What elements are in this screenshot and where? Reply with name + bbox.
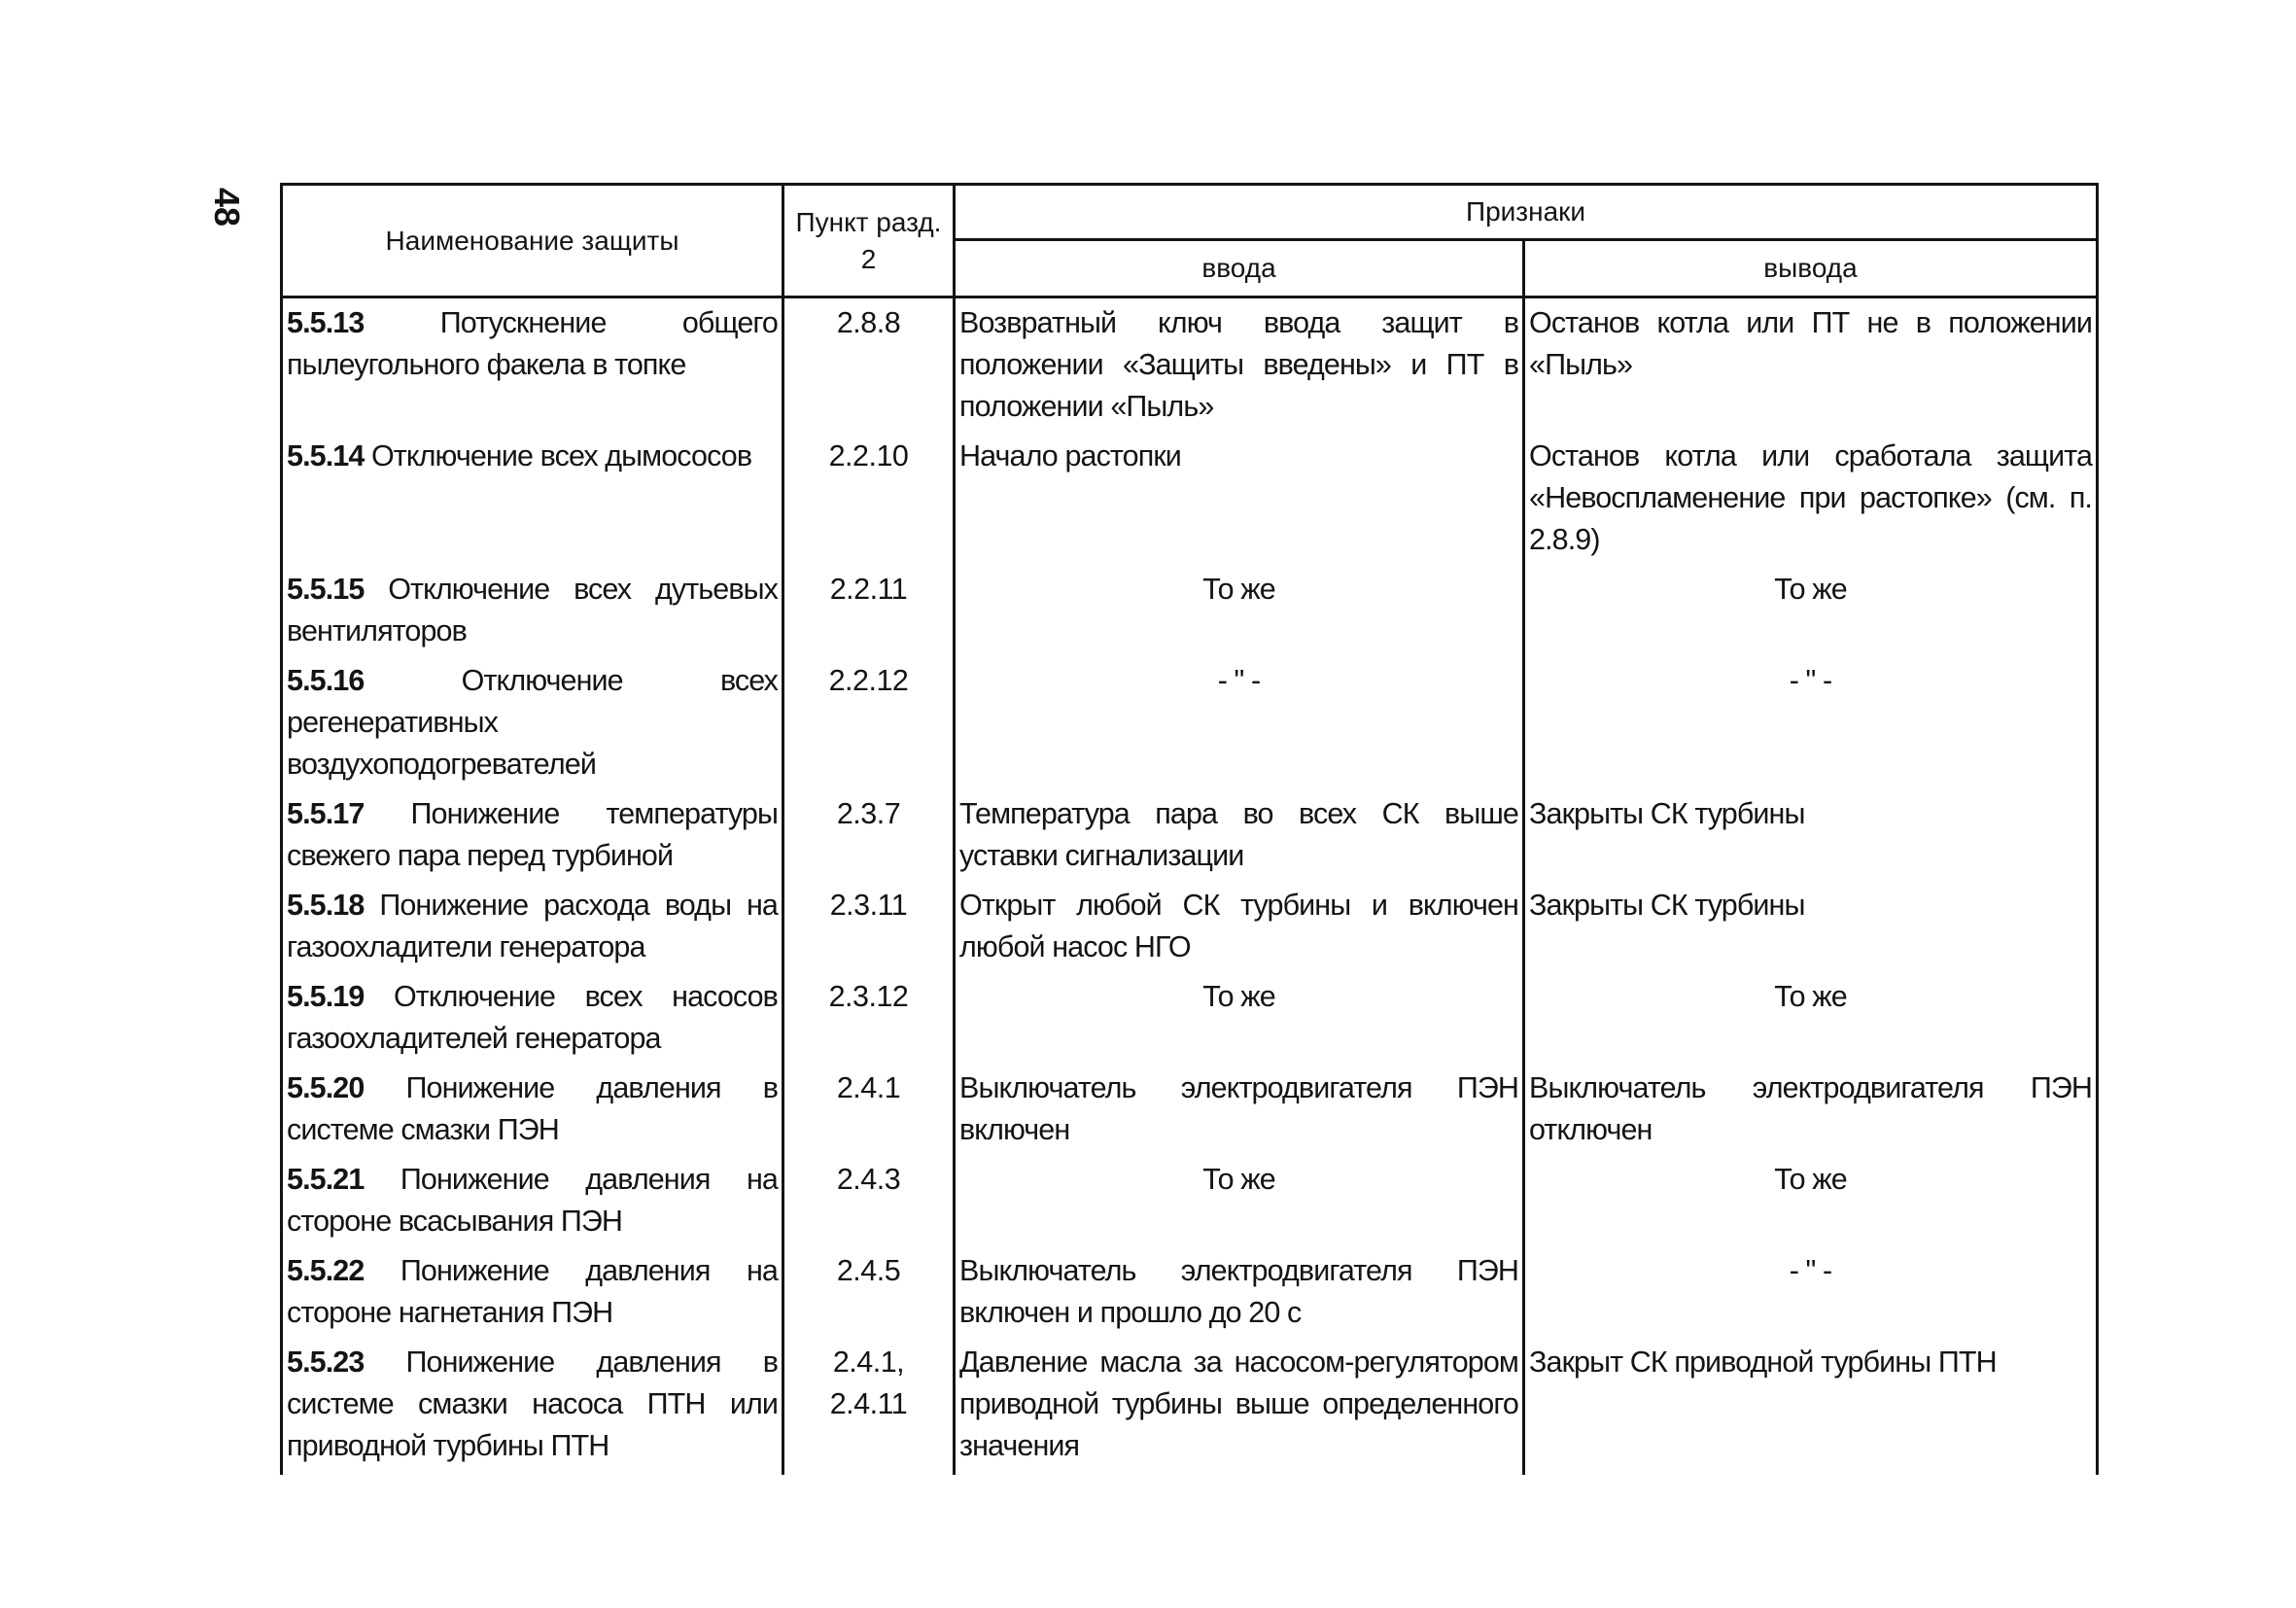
table-row: [282, 789, 2098, 881]
table-row: [282, 297, 2098, 433]
protection-code: 5.5.14: [287, 439, 365, 472]
sign-input-cell: Температура пара во всех СК выше уставки сигнализации: [955, 789, 1524, 881]
protection-name-cell: [282, 972, 783, 1064]
protection-name: Понижение давления на стороне нагнетания ПЭН: [287, 1254, 778, 1329]
sign-input-cell: То же: [955, 565, 1524, 656]
sign-input-cell: Начало растопки: [955, 432, 1524, 565]
sign-output-cell: То же: [1524, 1155, 2098, 1246]
section-point-cell: [783, 656, 955, 789]
protection-name: Отключение всех регенеративных воздухоподогревателей: [287, 664, 778, 781]
protection-name-cell: [282, 1155, 783, 1246]
section-point-cell: [783, 1338, 955, 1475]
section-point-cell: [783, 972, 955, 1064]
sign-output-cell: Выключатель электродвигателя ПЭН отключен: [1524, 1064, 2098, 1155]
table-row: [282, 972, 2098, 1064]
protection-name: Потускнение общего пылеугольного факела в топке: [287, 306, 778, 381]
section-point: 2.3.11: [829, 889, 908, 922]
sign-input-cell: Выключатель электродвигателя ПЭН включен и прошло до 20 с: [955, 1246, 1524, 1338]
section-point: 2.2.12: [828, 664, 909, 697]
section-point: 2.3.12: [828, 980, 909, 1013]
protection-code: 5.5.17: [287, 797, 365, 830]
header-signs: Признаки: [955, 185, 2098, 240]
protection-code: 5.5.21: [287, 1163, 365, 1196]
section-point-cell: [783, 881, 955, 972]
protection-name-cell: [282, 1338, 783, 1475]
section-point-cell: [783, 565, 955, 656]
protection-name: Отключение всех дутьевых вентиляторов: [287, 573, 778, 647]
protection-name-cell: [282, 1064, 783, 1155]
section-point-cell: [783, 432, 955, 565]
protection-name: Отключение всех дымососов: [370, 439, 752, 472]
section-point-cell: [783, 1246, 955, 1338]
section-point: 2.4.3: [836, 1163, 901, 1196]
table-row: [282, 881, 2098, 972]
table-row: [282, 1155, 2098, 1246]
section-point: 2.2.10: [828, 439, 909, 472]
protection-name: Понижение расхода воды на газоохладители генератора: [287, 889, 778, 963]
table-row: [282, 1338, 2098, 1475]
section-point: 2.4.11: [829, 1387, 908, 1420]
protection-name-cell: [282, 432, 783, 565]
table-body: [282, 297, 2098, 1476]
protection-name-cell: [282, 789, 783, 881]
section-point: 2.8.8: [836, 306, 901, 339]
protection-name: Понижение температуры свежего пара перед турбиной: [287, 797, 778, 872]
section-point-cell: [783, 1064, 955, 1155]
protection-name-cell: [282, 656, 783, 789]
section-point-cell: [783, 789, 955, 881]
protection-code: 5.5.13: [287, 306, 365, 339]
sign-input-cell: Открыт любой СК турбины и включен любой насос НГО: [955, 881, 1524, 972]
header-signs-output: вывода: [1524, 240, 2098, 297]
page-number: 48: [207, 187, 247, 227]
sign-output-cell: Закрыт СК приводной турбины ПТН: [1524, 1338, 2098, 1475]
protection-name: Отключение всех насосов газоохладителей генератора: [287, 980, 778, 1055]
sign-output-cell: Останов котла или ПТ не в положении «Пыль»: [1524, 297, 2098, 433]
sign-output-cell: - " -: [1524, 656, 2098, 789]
table-row: [282, 565, 2098, 656]
protection-name-cell: [282, 1246, 783, 1338]
protection-code: 5.5.15: [287, 573, 365, 606]
protection-code: 5.5.23: [287, 1346, 365, 1379]
protection-name: Понижение давления на стороне всасывания ПЭН: [287, 1163, 778, 1238]
protection-code: 5.5.16: [287, 664, 365, 697]
table-row: [282, 1246, 2098, 1338]
table-row: [282, 656, 2098, 789]
sign-output-cell: То же: [1524, 972, 2098, 1064]
sign-output-cell: Закрыты СК турбины: [1524, 789, 2098, 881]
protection-name: Понижение давления в системе смазки насоса ПТН или приводной турбины ПТН: [287, 1346, 779, 1462]
sign-input-cell: То же: [955, 1155, 1524, 1246]
protection-code: 5.5.19: [287, 980, 365, 1013]
protection-code: 5.5.18: [287, 889, 365, 922]
section-point: 2.3.7: [836, 797, 901, 830]
protection-name-cell: [282, 881, 783, 972]
sign-output-cell: Закрыты СК турбины: [1524, 881, 2098, 972]
table-row: [282, 1064, 2098, 1155]
table-row: [282, 432, 2098, 565]
protection-name: Понижение давления в системе смазки ПЭН: [287, 1071, 779, 1146]
section-point-cell: [783, 297, 955, 433]
section-point: 2.2.11: [829, 573, 908, 606]
header-protection-name: Наименование защиты: [282, 185, 783, 297]
sign-input-cell: То же: [955, 972, 1524, 1064]
protection-name-cell: [282, 297, 783, 433]
section-point: 2.4.1: [836, 1071, 901, 1104]
header-signs-input: ввода: [955, 240, 1524, 297]
protection-code: 5.5.22: [287, 1254, 365, 1287]
header-section-point: Пункт разд. 2: [783, 185, 955, 297]
sign-input-cell: - " -: [955, 656, 1524, 789]
table-header: [282, 185, 2098, 297]
sign-output-cell: - " -: [1524, 1246, 2098, 1338]
sign-output-cell: То же: [1524, 565, 2098, 656]
protections-table: [280, 183, 2099, 1475]
protection-code: 5.5.20: [287, 1071, 365, 1104]
section-point: 2.4.5: [836, 1254, 901, 1287]
protection-name-cell: [282, 565, 783, 656]
sign-output-cell: Останов котла или сработала защита «Невоспламенение при растопке» (см. п. 2.8.9): [1524, 432, 2098, 565]
section-point-cell: [783, 1155, 955, 1246]
section-point: 2.4.1,: [832, 1346, 905, 1379]
sign-input-cell: Выключатель электродвигателя ПЭН включен: [955, 1064, 1524, 1155]
sign-input-cell: Давление масла за насосом-регулятором приводной турбины выше определенного значения: [955, 1338, 1524, 1475]
sign-input-cell: Возвратный ключ ввода защит в положении «Защиты введены» и ПТ в положении «Пыль»: [955, 297, 1524, 433]
